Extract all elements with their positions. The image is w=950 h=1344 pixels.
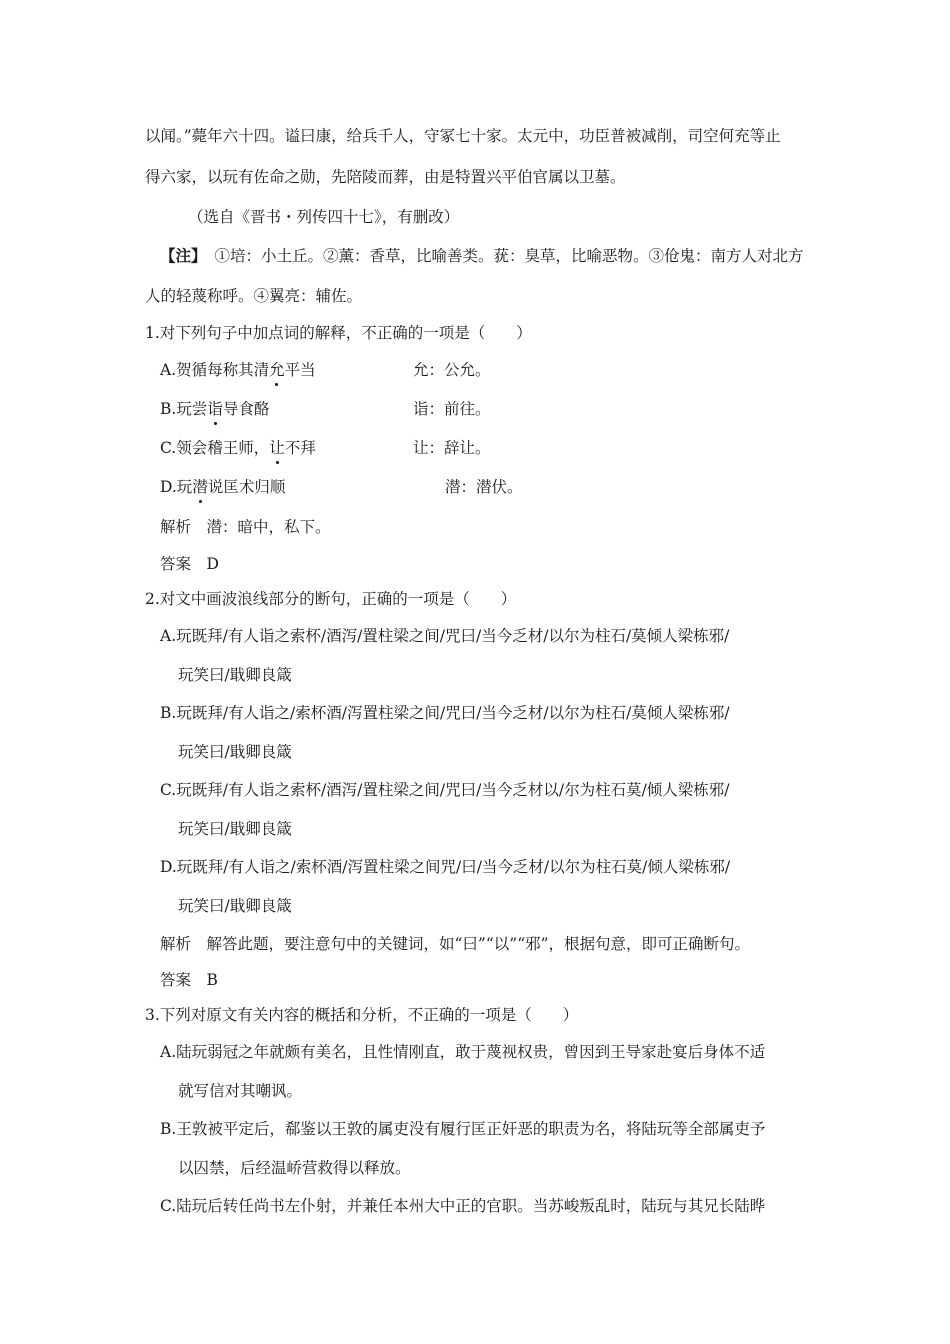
q2-option-b: B.玩既拜/有人诣之/索杯酒/泻置柱梁之间/咒曰/当今乏材/以尔为柱石/莫倾人梁栋邪/	[160, 704, 730, 722]
q2-option-a: A.玩既拜/有人诣之索杯/酒泻/置柱梁之间/咒曰/当今乏材/以尔为柱石/莫倾人梁栋邪/	[160, 627, 730, 645]
question-2-stem: 2.对文中画波浪线部分的断句，正确的一项是（ ）	[145, 590, 517, 608]
notes-text: ①培：小土丘。②薰：香草，比喻善类。莸：臭草，比喻恶物。③伧鬼：南方人对北方	[214, 247, 804, 265]
q2-analysis: 解析 解答此题，要注意句中的关键词，如“曰”“以”“邪”，根据句意，即可正确断句。	[160, 935, 751, 953]
question-3-stem: 3.下列对原文有关内容的概括和分析，不正确的一项是（ ）	[145, 1006, 579, 1024]
q2-option-c: C.玩既拜/有人诣之索杯/酒泻/置柱梁之间/咒曰/当今乏材以/尔为柱石莫/倾人梁栋邪/	[160, 781, 730, 799]
q2-option-b-cont: 玩笑曰/戢卿良箴	[178, 743, 292, 761]
dotted-word: 诣	[207, 400, 223, 418]
q2-option-d: D.玩既拜/有人诣之/索杯酒/泻置柱梁之间咒/曰/当今乏材/以尔为柱石莫/倾人梁栋邪/	[160, 858, 731, 876]
q3-option-b: B.王敦被平定后，郗鉴以王敦的属吏没有履行匡正奸恶的职责为名，将陆玩等全部属吏予	[160, 1120, 766, 1138]
notes-line-2: 人的轻蔑称呼。④翼亮：辅佐。	[145, 287, 363, 305]
q3-option-b-cont: 以囚禁，后经温峤营救得以释放。	[178, 1159, 411, 1177]
q3-option-c: C.陆玩后转任尚书左仆射，并兼任本州大中正的官职。当苏峻叛乱时，陆玩与其兄长陆晔	[160, 1197, 766, 1215]
q1-option-c: C.领会稽王师，让不拜	[160, 439, 316, 457]
q1-answer: 答案 D	[160, 555, 219, 573]
notes-line	[160, 245, 804, 267]
q1-option-d: D.玩潜说匡术归顺	[160, 478, 286, 496]
q2-option-d-cont: 玩笑曰/戢卿良箴	[178, 897, 292, 915]
dotted-word: 潜	[192, 478, 208, 496]
q2-answer: 答案 B	[160, 971, 218, 989]
q1-option-a: A.贺循每称其清允平当	[160, 361, 316, 379]
q1-option-c-explanation: 让：辞让。	[413, 439, 491, 457]
passage-source: （选自《晋书・列传四十七》，有删改）	[188, 208, 460, 226]
q2-option-c-cont: 玩笑曰/戢卿良箴	[178, 820, 292, 838]
dotted-word: 让	[269, 439, 285, 457]
q1-option-d-explanation: 潜：潜伏。	[445, 478, 523, 496]
passage-line: 得六家，以玩有佐命之勋，先陪陵而葬，由是特置兴平伯官属以卫墓。	[145, 168, 626, 186]
question-1-stem: 1.对下列句子中加点词的解释，不正确的一项是（ ）	[145, 324, 532, 342]
q2-option-a-cont: 玩笑曰/戢卿良箴	[178, 666, 292, 684]
dotted-word: 允	[269, 361, 285, 379]
passage-line: 以闻。”薨年六十四。谥曰康，给兵千人，守冢七十家。太元中，功臣普被减削，司空何充等止	[145, 127, 781, 145]
q3-option-a: A.陆玩弱冠之年就颇有美名，且性情刚直，敢于蔑视权贵，曾因到王导家赴宴后身体不适	[160, 1043, 766, 1061]
q1-option-b-explanation: 诣：前往。	[413, 400, 491, 418]
q1-analysis: 解析 潜：暗中，私下。	[160, 518, 331, 536]
q1-option-b: B.玩尝诣导食酪	[160, 400, 270, 418]
notes-label: 【注】	[160, 246, 207, 265]
q1-option-a-explanation: 允：公允。	[413, 361, 491, 379]
q3-option-a-cont: 就写信对其嘲讽。	[178, 1082, 303, 1100]
